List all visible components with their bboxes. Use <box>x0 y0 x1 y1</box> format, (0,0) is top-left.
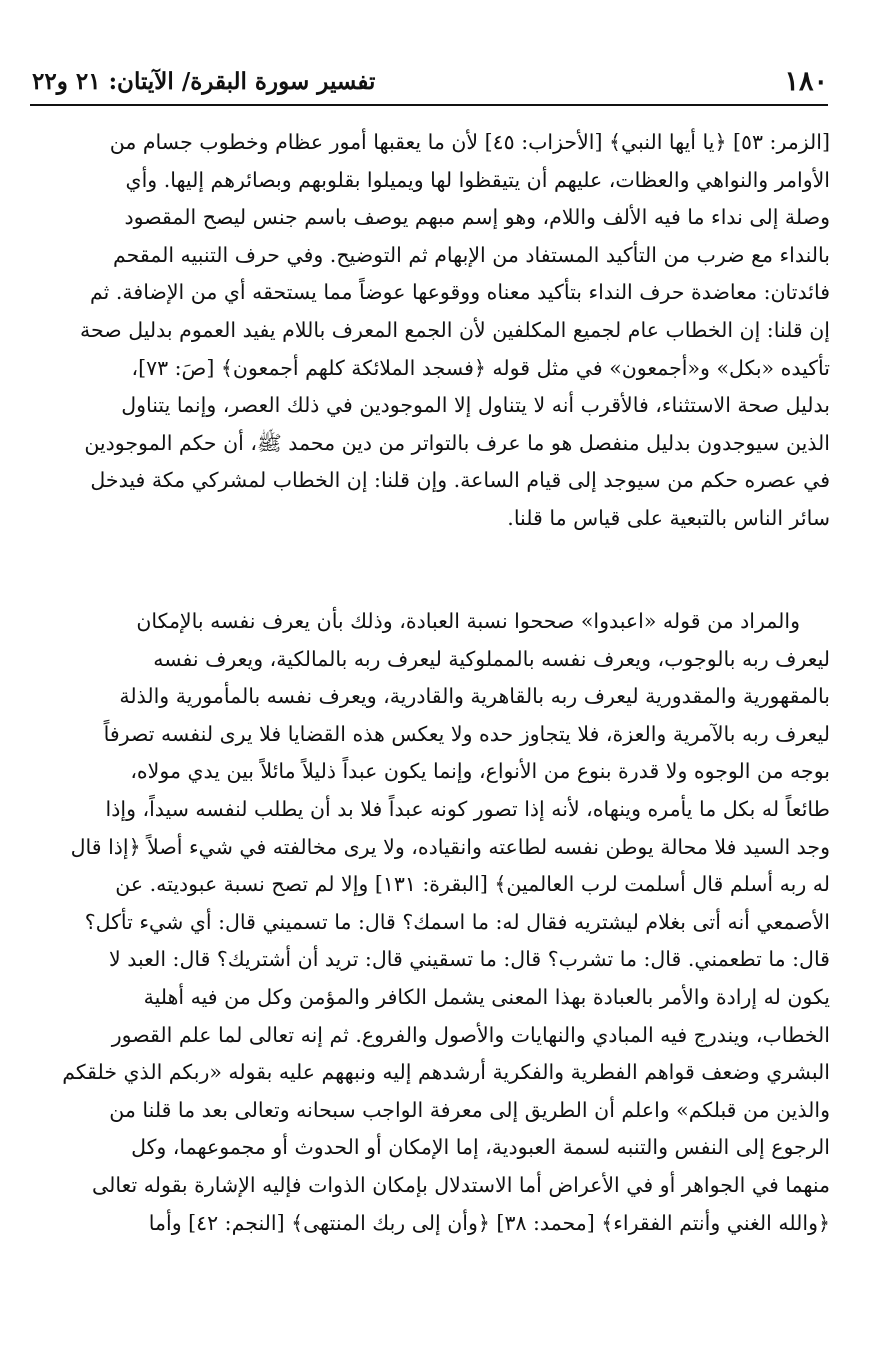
page-number: ١٨٠ <box>784 66 828 97</box>
text-line: يكون له إرادة والأمر بالعبادة بهذا المعنى يشمل الكافر والمؤمن وكل من فيه أهلية <box>143 984 830 1009</box>
text-line: الأوامر والنواهي والعظات، عليهم أن يتيقظوا لها ويميلوا بقلوبهم وبصائرهم إليها. وأي <box>125 167 830 192</box>
text-line: له ربه أسلم قال أسلمت لرب العالمين﴾ [البقرة: ١٣١] وإلا لم تصح نسبة عبوديته. عن <box>115 872 830 897</box>
text-line: سائر الناس بالتبعية على قياس ما قلنا. <box>507 505 830 530</box>
text-line: الأصمعي أنه أتى بغلام ليشتريه فقال له: ما اسمك؟ قال: ما تسميني قال: أي شيء تأكل؟ <box>84 909 830 934</box>
text-line: بالنداء مع ضرب من التأكيد المستفاد من الإبهام ثم التوضيح. وفي حرف التنبيه المقحم <box>113 242 830 267</box>
text-line: الخطاب، ويندرج فيه المبادي والنهايات والأصول والفروع. ثم إنه تعالى لما علم القصور <box>111 1022 830 1047</box>
text-line: طائعاً له بكل ما يأمره وينهاه، لأنه إذا تصور كونه عبداً فلا بد أن يطلب لنفسه سيداً، وإذا <box>105 796 830 821</box>
text-line: البشري وضعف قواهم الفطرية والفكرية أرشدهم إليه ونبههم عليه بقوله «ربكم الذي خلقكم <box>62 1060 830 1085</box>
paragraph-commentary-continuation <box>30 124 830 538</box>
paragraph-meaning-of-worship <box>30 603 830 1242</box>
text-line: بدليل صحة الاستثناء، فالأقرب أنه لا يتناول إلا الموجودين في ذلك العصر، وإنما يتناول <box>121 393 830 418</box>
text-line: بالمقهورية والمقدورية ليعرف ربه بالقاهرية والقادرية، ويعرف نفسه بالمأمورية والذلة <box>119 684 830 709</box>
text-line: فائدتان: معاضدة حرف النداء بتأكيد معناه ووقوعها عوضاً مما يستحقه أي من الإضافة. ثم <box>90 280 830 305</box>
text-line: ليعرف ربه بالآمرية والعزة، فلا يتجاوز حده ولا يعكس هذه القضايا فلا يرى لنفسه تصرفاً <box>103 721 830 746</box>
text-line: ليعرف ربه بالوجوب، ويعرف نفسه بالمملوكية ليعرف ربه بالمالكية، ويعرف نفسه <box>153 646 830 671</box>
text-line: الذين سيوجدون بدليل منفصل هو ما عرف بالتواتر من دين محمد ﷺ، أن حكم الموجودين <box>84 430 830 455</box>
page-header <box>30 62 828 106</box>
text-line: الرجوع إلى النفس والتنبه لسمة العبودية، إما الإمكان أو الحدوث أو مجموعهما، وكل <box>131 1135 830 1160</box>
text-line: بوجه من الوجوه ولا قدرة بنوع من الأنواع، وإنما يكون عبداً ذليلاً مائلاً بين يدي مولاه، <box>130 759 830 784</box>
text-line: في عصره حكم من سيوجد إلى قيام الساعة. وإن قلنا: إن الخطاب لمشركي مكة فيدخل <box>90 468 830 493</box>
running-title: تفسير سورة البقرة/ الآيتان: ٢١ و٢٢ <box>32 68 376 95</box>
text-line: وصلة إلى نداء ما فيه الألف واللام، وهو إسم مبهم يوصف باسم جنس ليصح المقصود <box>124 205 830 230</box>
text-line: والذين من قبلكم» واعلم أن الطريق إلى معرفة الواجب سبحانه وتعالى بعد ما قلنا من <box>109 1097 830 1122</box>
text-line: ﴿والله الغني وأنتم الفقراء﴾ [محمد: ٣٨] ﴿وأن إلى ربك المنتهى﴾ [النجم: ٤٢] وأما <box>148 1210 830 1235</box>
text-line: تأكيده «بكل» و«أجمعون» في مثل قوله ﴿فسجد الملائكة كلهم أجمعون﴾ [صَ: ٧٣]، <box>131 355 830 380</box>
text-line: قال: ما تطعمني. قال: ما تشرب؟ قال: ما تسقيني قال: تريد أن أشتريك؟ قال: العبد لا <box>109 947 830 972</box>
text-line: [الزمر: ٥٣] ﴿يا أيها النبي﴾ [الأحزاب: ٤٥] لأن ما يعقبها أمور عظام وخطوب جسام من <box>109 130 830 154</box>
text-line: إن قلنا: إن الخطاب عام لجميع المكلفين لأن الجمع المعرف باللام يفيد العموم بدليل صحة <box>80 317 830 342</box>
text-line: وجد السيد فلا محالة يوطن نفسه لطاعته وانقياده، ولا يرى مخالفته في شيء أصلاً ﴿إذا قال <box>70 834 830 859</box>
text-line: والمراد من قوله «اعبدوا» صححوا نسبة العبادة، وذلك بأن يعرف نفسه بالإمكان <box>136 609 800 633</box>
text-line: منهما في الجواهر أو في الأعراض أما الاستدلال بإمكان الذوات فإليه الإشارة بقوله تعالى <box>92 1172 830 1197</box>
